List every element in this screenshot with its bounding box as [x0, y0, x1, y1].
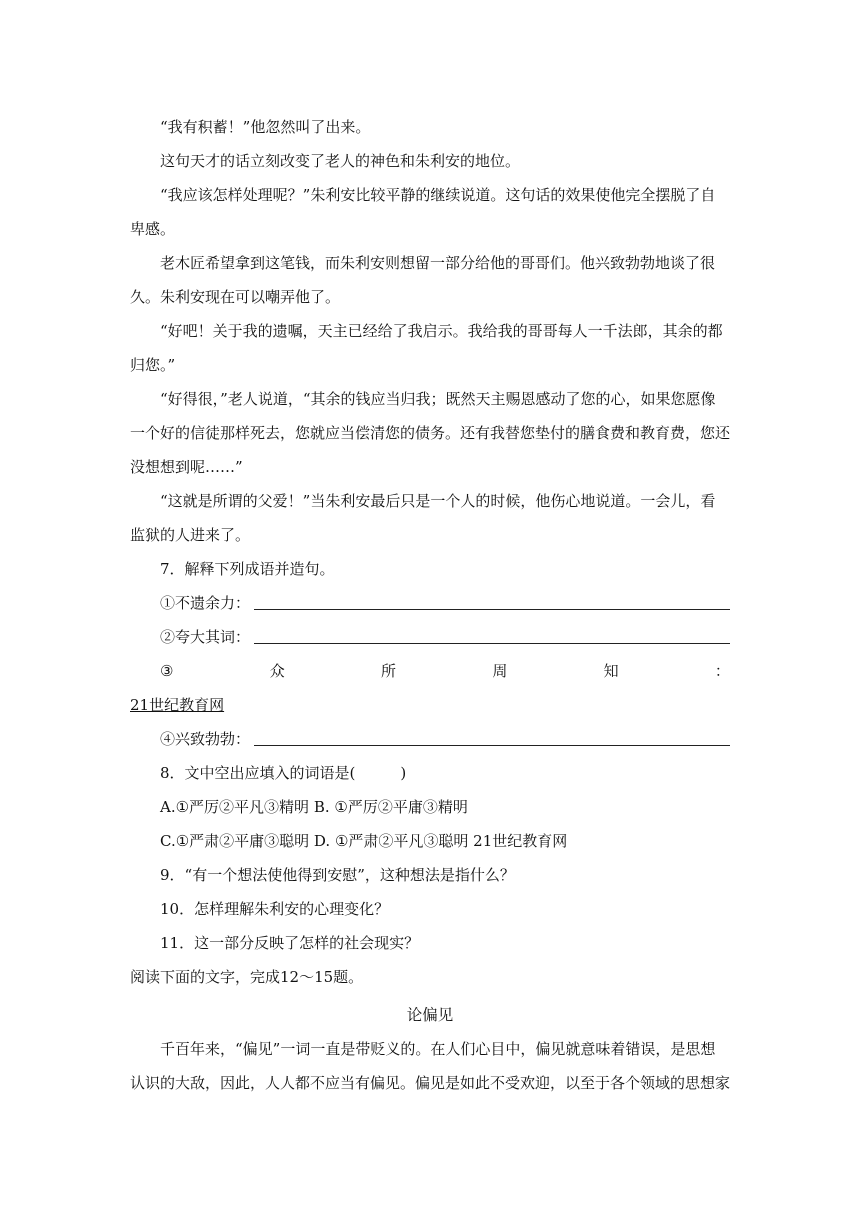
idiom-char: 众: [269, 662, 285, 680]
story-paragraph: 这句天才的话立刻改变了老人的神色和朱利安的地位。: [160, 152, 521, 170]
idiom-char: ③: [160, 662, 174, 680]
idiom-row: [130, 722, 730, 756]
idiom-row-spread: [130, 654, 730, 688]
idiom-char: 所: [381, 662, 397, 680]
story-paragraph: “这就是所谓的父爱！”当朱利安最后只是一个人的时候，他伤心地说道。一会儿，看监狱的人进来了。: [130, 492, 716, 544]
idiom-char: 周: [492, 662, 508, 680]
story-paragraph: “好吧！关于我的遗嘱，天主已经给了我启示。我给我的哥哥每人一千法郎，其余的都归您。”: [130, 322, 723, 374]
idiom-char: ：: [714, 662, 730, 680]
watermark-link[interactable]: 21世纪教育网: [130, 696, 225, 714]
answer-blank[interactable]: [254, 745, 730, 746]
idiom-char: 知: [603, 662, 619, 680]
question-10: 10．怎样理解朱利安的心理变化？: [160, 900, 390, 918]
question-11: 11．这一部分反映了怎样的社会现实？: [160, 934, 420, 952]
answer-blank[interactable]: [254, 643, 730, 644]
document-body: [130, 110, 730, 1100]
story-paragraph: “我有积蓄！”他忽然叫了出来。: [160, 118, 371, 136]
idiom-row: [130, 586, 730, 620]
answer-blank[interactable]: [254, 609, 730, 610]
story-paragraph: 老木匠希望拿到这笔钱，而朱利安则想留一部分给他的哥哥们。他兴致勃勃地谈了很久。朱利安现在可以嘲弄他了。: [130, 254, 716, 306]
idiom-label: ④兴致勃勃：: [160, 730, 251, 748]
essay-title: 论偏见: [406, 1006, 454, 1024]
question-9: 9．“有一个想法使他得到安慰”，这种想法是指什么？: [160, 866, 515, 884]
idiom-row: [130, 620, 730, 654]
essay-paragraph: 千百年来，“偏见”一词一直是带贬义的。在人们心目中，偏见就意味着错误，是思想认识的大敌，因此，人人都不应当有偏见。偏见是如此不受欢迎，以至于各个领域的思想家: [130, 1040, 731, 1092]
story-paragraph: “我应该怎样处理呢？”朱利安比较平静的继续说道。这句话的效果使他完全摆脱了自卑感。: [130, 186, 716, 238]
story-paragraph: “好得很，”老人说道，“其余的钱应当归我；既然天主赐恩感动了您的心，如果您愿像一个好的信徒那样死去，您就应当偿清您的债务。还有我替您垫付的膳食费和教育费，您还没想想到呢……”: [130, 390, 731, 476]
question-7: 7．解释下列成语并造句。: [160, 560, 335, 578]
idiom-label: ①不遗余力：: [160, 594, 251, 612]
question-8: 8．文中空出应填入的词语是( ): [160, 764, 407, 782]
question-8-options: A.①严厉②平凡③精明 B. ①严厉②平庸③精明: [160, 798, 468, 816]
reading-instruction: 阅读下面的文字，完成12～15题。: [130, 968, 364, 986]
question-8-options: C.①严肃②平庸③聪明 D. ①严肃②平凡③聪明 21世纪教育网: [160, 832, 568, 850]
idiom-label: ②夸大其词：: [160, 628, 251, 646]
